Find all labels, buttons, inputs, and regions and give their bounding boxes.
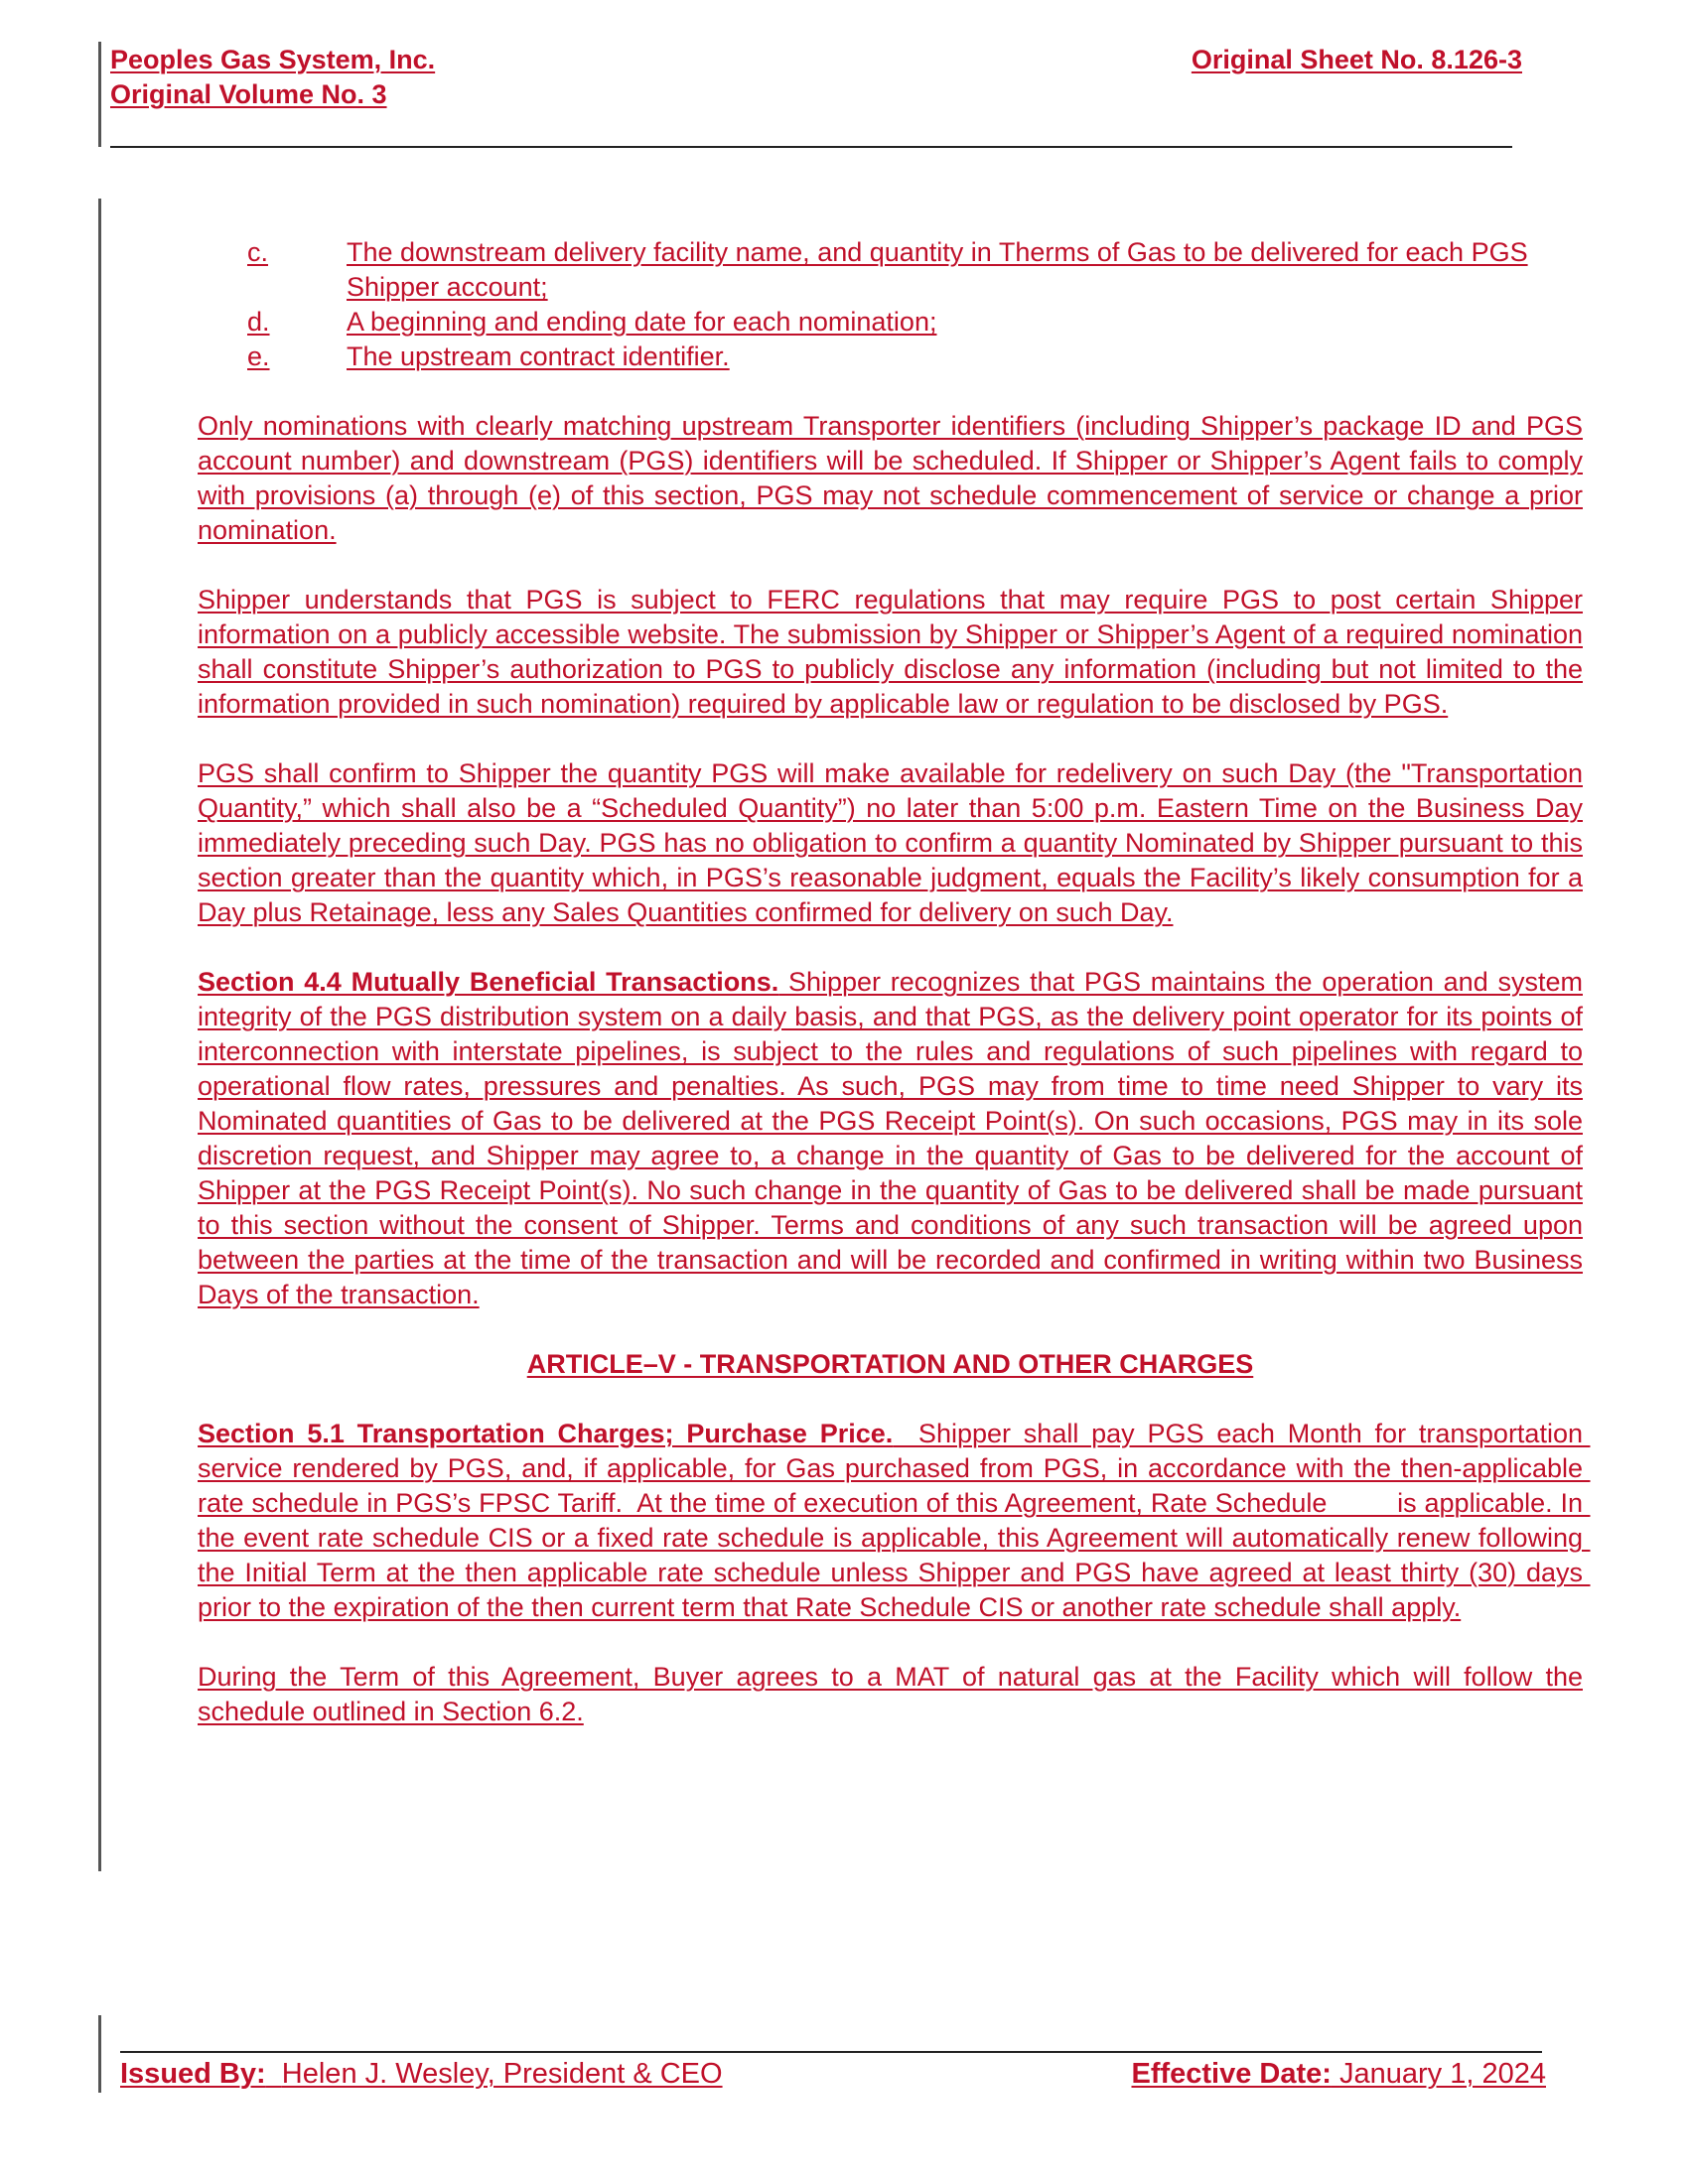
revision-bar-header <box>98 42 101 147</box>
header-rule <box>110 146 1512 148</box>
section-4-4-heading: Section 4.4 Mutually Beneficial Transactions. <box>198 967 779 997</box>
section-5-1-text: Shipper shall pay PGS each Month for transportation service rendered by PGS, and, if applicable, for Gas purchased from PGS, in accordance with the then-applicable rate schedule in PGS’s FPSC Tariff. At the time of execution of this Agreement, Rate Schedule is applicable. In the event rate schedule CIS or a fixed rate schedule is applicable, this Agreement will automatically renew following the Initial Term at the then applicable rate schedule unless Shipper and PGS have agreed at least thirty (30) days prior to the expiration of the then current term that Rate Schedule CIS or another rate schedule shall apply. <box>198 1419 1591 1622</box>
list-label: e. <box>247 341 270 371</box>
header-volume: Original Volume No. 3 <box>110 79 387 109</box>
section-5-1 <box>198 1417 1591 1625</box>
footer-rule <box>120 2051 1542 2053</box>
list-text: A beginning and ending date for each nomination; <box>347 307 937 337</box>
effective-date-label: Effective Date: <box>1131 2058 1332 2090</box>
footer-issued <box>120 2056 723 2092</box>
effective-date-value: January 1, 2024 <box>1339 2058 1546 2090</box>
revision-bar-body <box>98 199 101 1871</box>
header-company: Peoples Gas System, Inc. <box>110 45 436 74</box>
list-text: The upstream contract identifier. <box>347 341 730 371</box>
list-label: c. <box>247 237 269 267</box>
issued-by-value: Helen J. Wesley, President & CEO <box>281 2058 723 2090</box>
revision-bar-footer <box>98 2015 101 2093</box>
document-body <box>198 235 1591 1729</box>
list-item <box>247 305 1583 340</box>
article-title: ARTICLE–V - TRANSPORTATION AND OTHER CHARGES <box>526 1349 1254 1379</box>
paragraph-confirmation: PGS shall confirm to Shipper the quantity PGS will make available for redelivery on such Day (the "Transportation Quantity,” which shall also be a “Scheduled Quantity”) no later than 5:00 p.m. Eastern Time on the Business Day immediately preceding such Day. PGS has no obligation to confirm a quantity Nominated by Shipper pursuant to this section greater than the quantity which, in PGS’s reasonable judgment, equals the Facility’s likely consumption for a Day plus Retainage, less any Sales Quantities confirmed for delivery on such Day. <box>198 758 1583 927</box>
issued-by-label: Issued By: <box>120 2058 266 2090</box>
list-item <box>247 235 1583 305</box>
header-sheet-number: Original Sheet No. 8.126-3 <box>1191 45 1522 74</box>
footer-effective <box>1131 2056 1546 2092</box>
paragraph-mat: During the Term of this Agreement, Buyer agrees to a MAT of natural gas at the Facility which will follow the schedule outlined in Section 6.2. <box>198 1662 1583 1726</box>
paragraph-ferc-disclosure: Shipper understands that PGS is subject to FERC regulations that may require PGS to post certain Shipper information on a publicly accessible website. The submission by Shipper or Shipper’s Agent of a required nomination shall constitute Shipper’s authorization to PGS to publicly disclose any information (including but not limited to the information provided in such nomination) required by applicable law or regulation to be disclosed by PGS. <box>198 585 1583 719</box>
section-5-1-heading: Section 5.1 Transportation Charges; Purchase Price. <box>198 1419 894 1448</box>
list-item <box>247 340 1583 374</box>
list-text: The downstream delivery facility name, and quantity in Therms of Gas to be delivered for each PGS Shipper account; <box>347 237 1528 302</box>
section-4-4-text: Shipper recognizes that PGS maintains the operation and system integrity of the PGS distribution system on a daily basis, and that PGS, as the delivery point operator for its points of interconnection with interstate pipelines, is subject to the rules and regulations of such pipelines with regard to operational flow rates, pressures and penalties. As such, PGS may from time to time need Shipper to vary its Nominated quantities of Gas to be delivered at the PGS Receipt Point(s). On such occasions, PGS may in its sole discretion request, and Shipper may agree to, a change in the quantity of Gas to be delivered for the account of Shipper at the PGS Receipt Point(s). No such change in the quantity of Gas to be delivered shall be made pursuant to this section without the consent of Shipper. Terms and conditions of any such transaction will be agreed upon between the parties at the time of the transaction and will be recorded and confirmed in writing within two Business Days of the transaction. <box>198 967 1583 1309</box>
section-4-4 <box>198 965 1583 1312</box>
list-label: d. <box>247 307 270 337</box>
paragraph-nomination-matching: Only nominations with clearly matching upstream Transporter identifiers (including Shipper’s package ID and PGS account number) and downstream (PGS) identifiers will be scheduled. If Shipper or Shipper’s Agent fails to comply with provisions (a) through (e) of this section, PGS may not schedule commencement of service or change a prior nomination. <box>198 411 1583 545</box>
